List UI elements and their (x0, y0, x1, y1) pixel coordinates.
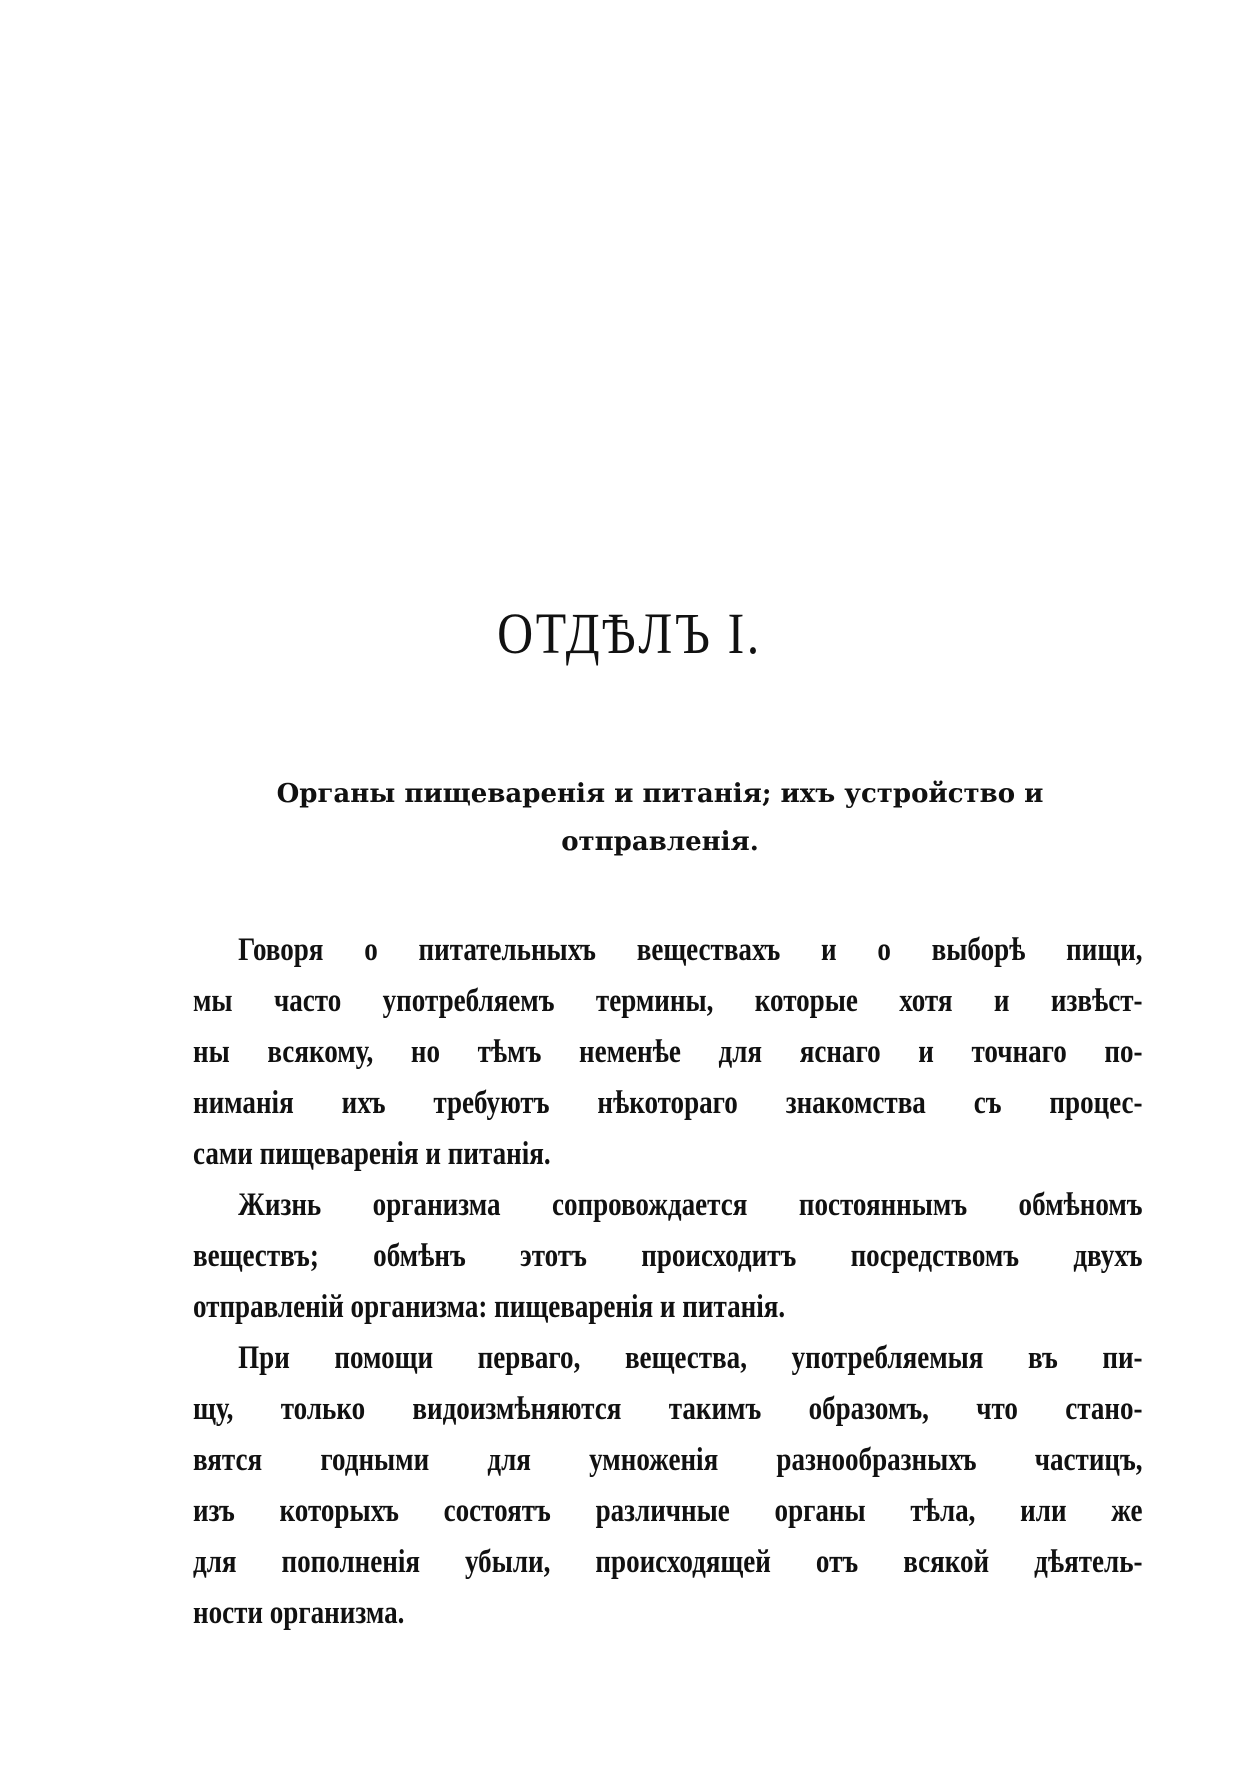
text-line: ности организма. (193, 1595, 405, 1631)
chapter-title: ОТДѢЛЪ I. (497, 601, 762, 666)
text-line: вятся годными для умноженія разнообразныхъ частицъ, (193, 1442, 1143, 1478)
text-line: Говоря о питательныхъ веществахъ и о выборѣ пищи, (238, 932, 1143, 968)
text-line: изъ которыхъ состоятъ различные органы тѣла, или же (193, 1493, 1143, 1529)
text-line: Жизнь организма сопровождается постояннымъ обмѣномъ (238, 1187, 1143, 1223)
text-line: веществъ; обмѣнъ этотъ происходитъ посредствомъ двухъ (193, 1238, 1143, 1274)
text-line: сами пищеваренія и питанія. (193, 1136, 551, 1172)
text-line: ны всякому, но тѣмъ неменѣе для яснаго и точнаго по- (193, 1034, 1143, 1070)
text-line: ниманія ихъ требуютъ нѣкотораго знакомства съ процес- (193, 1085, 1143, 1121)
text-line: щу, только видоизмѣняются такимъ образомъ, что стано- (193, 1391, 1143, 1427)
paragraph (193, 925, 1143, 1180)
section-heading (220, 770, 1100, 866)
paragraph (193, 1333, 1143, 1639)
text-line: для пополненія убыли, происходящей отъ всякой дѣятель- (193, 1544, 1143, 1580)
text-line: мы часто употребляемъ термины, которые хотя и извѣст- (193, 983, 1143, 1019)
text-line: При помощи перваго, вещества, употребляемыя въ пи- (238, 1340, 1143, 1376)
paragraph (193, 1180, 1143, 1333)
section-heading-line: Органы пищеваренія и питанія; ихъ устройство и (276, 779, 1044, 809)
text-line: отправленій организма: пищеваренія и питанія. (193, 1289, 786, 1325)
body-text (193, 925, 1143, 1639)
section-heading-line: отправленія. (561, 827, 759, 857)
